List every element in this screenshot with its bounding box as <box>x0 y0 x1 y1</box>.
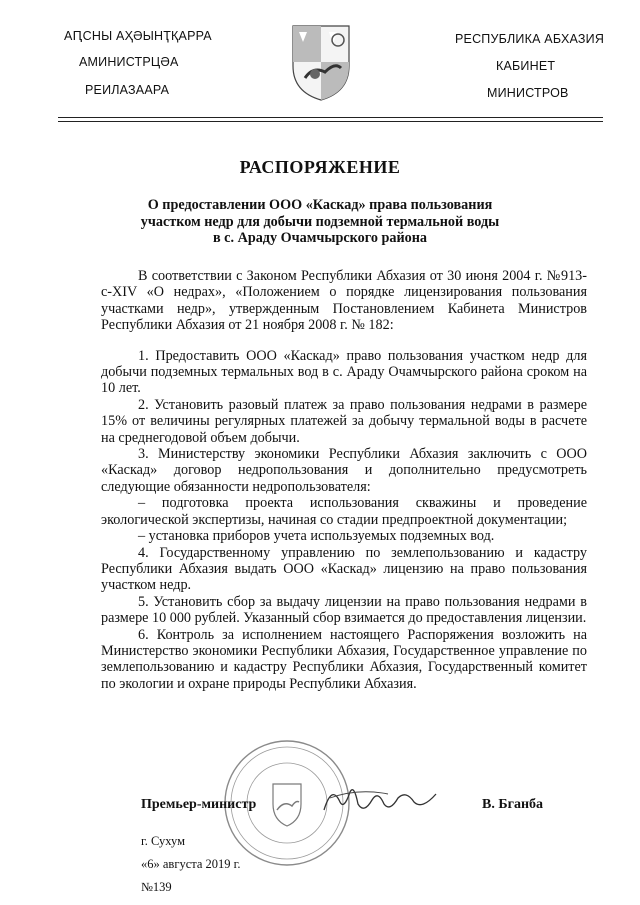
item-6: 6. Контроль за исполнением настоящего Распоряжения возложить на Министерство экономики Республики Абхазия, Государственное управление по землепользованию и кадастру Республики Абхазия, Государственный комитет по экологии и охране природы Республики Абхазия. <box>101 626 587 692</box>
intro-paragraph: В соответствии с Законом Республики Абхазия от 30 июня 2004 г. №913-с-XIV «О недрах», «Положением о порядке лицензирования пользования участками недр», утвержденным Постановлением Кабинета Министров Республики Абхазия от 21 ноября 2008 г. № 182: <box>101 268 587 334</box>
item-3-dash-2: – установка приборов учета используемых подземных вод. <box>138 528 495 545</box>
subject-line-1: О предоставлении ООО «Каскад» права пользования <box>147 197 493 213</box>
handwritten-signature-icon <box>318 780 448 820</box>
item-5: 5. Установить сбор за выдачу лицензии на право пользования недрами в размере 10 000 рублей. Указанный сбор взимается до предоставления лицензии. <box>101 593 587 627</box>
item-3-dash-1: – подготовка проекта использования скважины и проведение экологической экспертизы, начиная со стадии предпроектной документации; <box>101 495 587 528</box>
header-divider-thin <box>58 121 603 122</box>
header-right-line3: МИНИСТРОВ <box>487 86 569 100</box>
header-left-line2: АМИНИСТРЦӘА <box>79 55 179 69</box>
header-left-line1: АԤСНЫ АҲӘЫНҬҚАРРА <box>64 29 212 43</box>
signatory-position: Премьер-министр <box>141 797 257 812</box>
footer-date: «6» августа 2019 г. <box>141 857 241 871</box>
header-left-line3: РЕИЛАЗААРА <box>85 83 170 97</box>
item-1: 1. Предоставить ООО «Каскад» право пользования участком недр для добычи подземных термальных вод в с. Араду Очамчырского района сроком на 10 лет. <box>101 347 587 397</box>
subject-line-2: участком недр для добычи подземной термальной воды <box>140 213 500 230</box>
item-3: 3. Министерству экономики Республики Абхазия заключить с ООО «Каскад» договор недропользования и дополнительно предусмотреть следующие обязанности недропользователя: <box>101 446 587 495</box>
signatory-name: В. Бганба <box>482 797 544 812</box>
item-4: 4. Государственному управлению по землепользованию и кадастру Республики Абхазия выдать ООО «Каскад» лицензию на право пользования участком недр. <box>101 544 587 594</box>
subject-line-3: в с. Араду Очамчырского района <box>212 230 428 246</box>
document-body <box>101 268 587 692</box>
item-2: 2. Установить разовый платеж за право пользования недрами в размере 15% от величины регулярных платежей за добычу термальной воды в расчете на среднегодовой объем добычи. <box>101 396 587 446</box>
footer-number: №139 <box>141 880 172 894</box>
document-subject <box>110 197 530 247</box>
document-title: РАСПОРЯЖЕНИЕ <box>239 157 401 177</box>
header-right-line1: РЕСПУБЛИКА АБХАЗИЯ <box>455 32 605 46</box>
footer-city: г. Сухум <box>141 834 186 848</box>
state-emblem-icon <box>289 22 353 102</box>
header-divider <box>58 117 603 118</box>
header-right-line2: КАБИНЕТ <box>496 59 556 73</box>
